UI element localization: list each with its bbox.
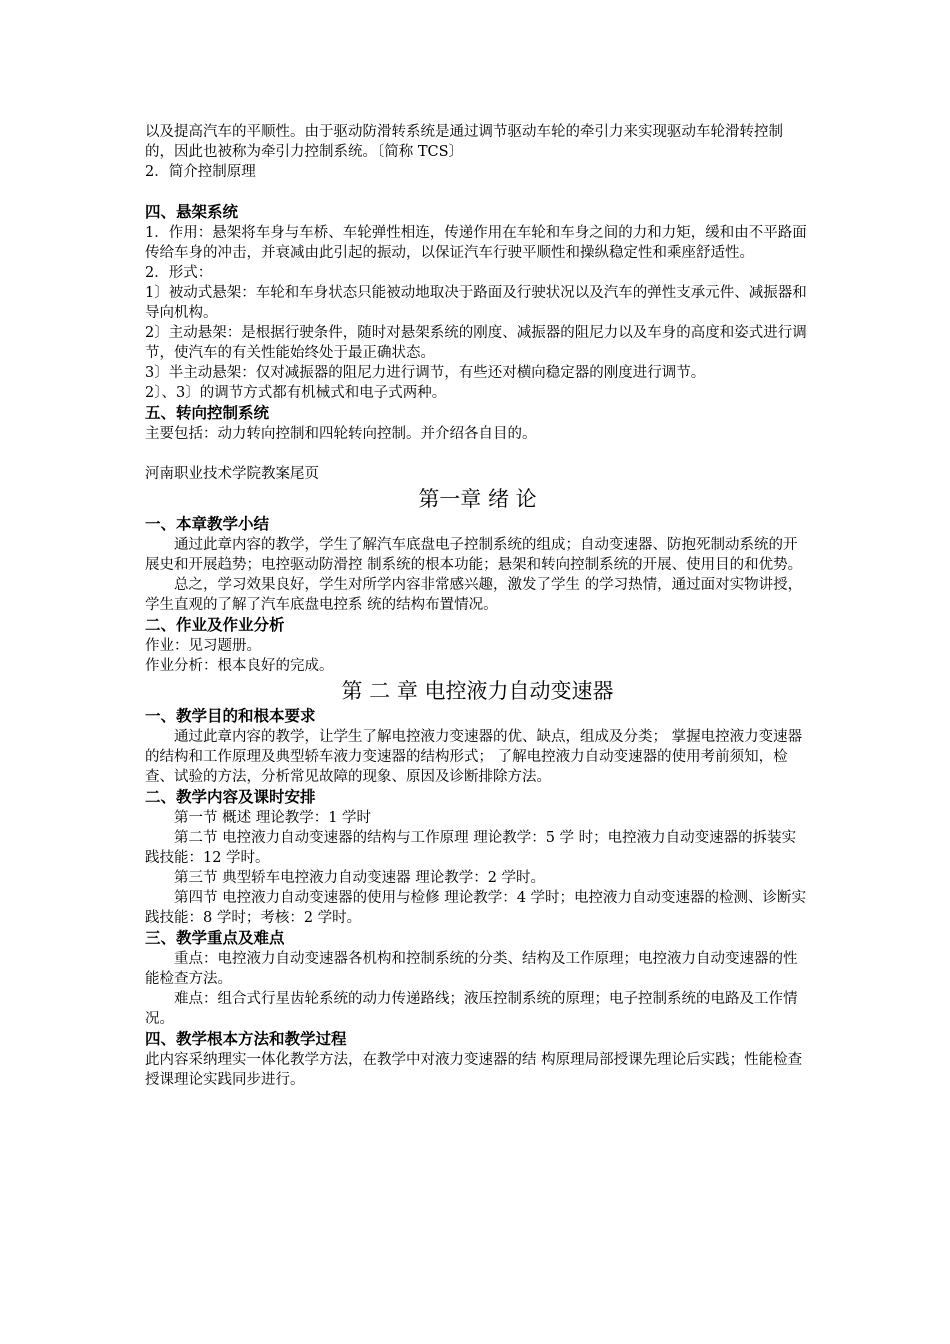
footer-label: 河南职业技术学院教案尾页 [145,466,319,482]
section-line: 第四节 电控液力自动变速器的使用与检修 理论教学：4 学时；电控液力自动变速器的检测、诊断实践技能：8 学时；考核：2 学时。 [145,890,807,926]
section-line: 第三节 典型轿车电控液力自动变速器 理论教学：2 学时。 [174,870,546,886]
intro-subheading: 2．简介控制原理 [145,164,256,180]
method-heading: 四、教学根本方法和教学过程 [145,1030,347,1048]
suspension-line: 1〕被动式悬架：车轮和车身状态只能被动地取决于路面及行驶状况以及汽车的弹性支承元件、减振器和导向机构。 [145,285,807,321]
summary-paragraph: 总之，学习效果良好，学生对所学内容非常感兴趣，激发了学生 的学习热情，通过面对实物讲授，学生直观的了解了汽车底盘电控系 统的结构布置情况。 [145,577,803,613]
document-page [145,122,810,1090]
summary-heading: 一、本章教学小结 [145,515,270,533]
section-line: 第一节 概述 理论教学：1 学时 [174,810,372,826]
suspension-line: 2〕、3〕的调节方式都有机械式和电子式两种。 [145,385,447,401]
summary-paragraph: 通过此章内容的教学，学生了解汽车底盘电子控制系统的组成；自动变速器、防抱死制动系统的开展史和开展趋势；电控驱动防滑控 制系统的根本功能；悬架和转向控制系统的开展、使用目的和优势。 [145,537,803,573]
homework-line: 作业：见习题册。 [145,638,261,654]
section-line: 第二节 电控液力自动变速器的结构与工作原理 理论教学：5 学 时；电控液力自动变速器的拆装实践技能：12 学时。 [145,830,797,866]
content-heading: 二、教学内容及课时安排 [145,788,316,806]
key-point-paragraph: 重点：电控液力自动变速器各机构和控制系统的分类、结构及工作原理；电控液力自动变速器的性能检查方法。 [145,951,798,987]
steering-text: 主要包括：动力转向控制和四轮转向控制。并介绍各自目的。 [145,426,537,442]
homework-heading: 二、作业及作业分析 [145,616,285,634]
goal-heading: 一、教学目的和根本要求 [145,707,316,725]
intro-paragraph: 以及提高汽车的平顺性。由于驱动防滑转系统是通过调节驱动车轮的牵引力来实现驱动车轮滑转控制的，因此也被称为牵引力控制系统。〔简称 TCS〕 [145,124,783,160]
method-paragraph: 此内容采纳理实一体化教学方法，在教学中对液力变速器的结 构原理局部授课先理论后实践；性能检查授课理论实践同步进行。 [145,1052,803,1088]
steering-heading: 五、转向控制系统 [145,404,270,422]
chapter1-title: 第一章 绪 论 [418,487,537,511]
suspension-heading: 四、悬架系统 [145,203,239,221]
chapter2-title: 第 二 章 电控液力自动变速器 [341,679,614,703]
suspension-line: 1．作用：悬架将车身与车桥、车轮弹性相连，传递作用在车轮和车身之间的力和力矩，缓和由不平路面传给车身的冲击，并衰减由此引起的振动，以保证汽车行驶平顺性和操纵稳定性和乘座舒适性。 [145,225,807,261]
difficulty-paragraph: 难点：组合式行星齿轮系统的动力传递路线；液压控制系统的原理；电子控制系统的电路及工作情况。 [145,991,798,1027]
key-points-heading: 三、教学重点及难点 [145,929,285,947]
homework-analysis: 作业分析：根本良好的完成。 [145,658,334,674]
suspension-line: 2．形式： [145,265,213,281]
suspension-line: 3〕半主动悬架：仅对减振器的阻尼力进行调节，有些还对横向稳定器的刚度进行调节。 [145,365,706,381]
suspension-line: 2〕主动悬架：是根据行驶条件，随时对悬架系统的刚度、减振器的阻尼力以及车身的高度和姿式进行调节，使汽车的有关性能始终处于最正确状态。 [145,325,807,361]
goal-paragraph: 通过此章内容的教学，让学生了解电控液力变速器的优、缺点，组成及分类； 掌握电控液力变速器的结构和工作原理及典型轿车液力变速器的结构形式； 了解电控液力自动变速器的使用考前须知，检查、试验的方法，分析常见故障的现象、原因及诊断排除方法。 [145,729,803,785]
